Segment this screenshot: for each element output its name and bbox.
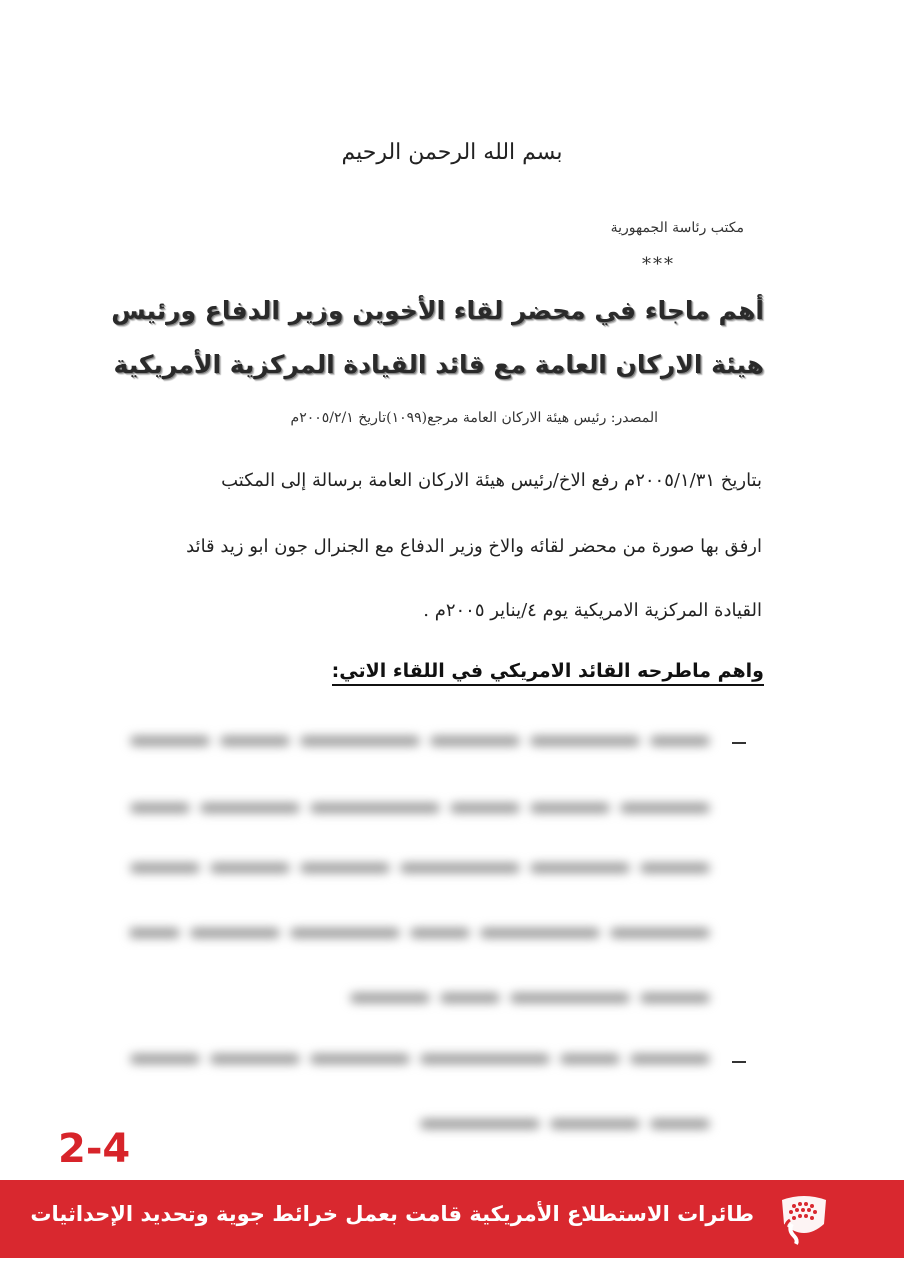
blurred-line (400, 1113, 710, 1135)
banner-caption: طائرات الاستطلاع الأمريكية قامت بعمل خرائط جوية وتحديد الإحداثيات (30, 1202, 754, 1226)
blurred-line (130, 857, 710, 879)
blurred-line (130, 1048, 710, 1070)
channel-logo-icon (774, 1190, 834, 1246)
paragraph-line-1: بتاريخ ٢٠٠٥/١/٣١م رفع الاخ/رئيس هيئة الاركان العامة برسالة إلى المكتب (221, 470, 762, 491)
headline-line-1: أهم ماجاء في محضر لقاء الأخوين وزير الدفاع ورئيس (111, 296, 764, 325)
blurred-line (340, 987, 710, 1009)
blurred-line (130, 922, 710, 944)
blurred-line (130, 730, 710, 752)
office-header: مكتب رئاسة الجمهورية (610, 220, 744, 236)
paragraph-line-3: القيادة المركزية الامريكية يوم ٤/يناير ٢٠٠٥م . (423, 600, 762, 621)
source-line: المصدر: رئيس هيئة الاركان العامة مرجع(١٠٩٩)تاريخ ٢٠٠٥/٢/١م (290, 410, 658, 426)
separator-stars: *** (642, 254, 675, 275)
headline-line-2: هيئة الاركان العامة مع قائد القيادة المركزية الأمريكية (113, 350, 764, 379)
page-number: 2-4 (58, 1126, 131, 1172)
blurred-line (130, 797, 710, 819)
section-subheading: واهم ماطرحه القائد الامريكي في اللقاء الاتي: (332, 660, 764, 686)
bullet-dash-1 (732, 742, 746, 744)
bullet-dash-2 (732, 1061, 746, 1063)
paragraph-line-2: ارفق بها صورة من محضر لقائه والاخ وزير الدفاع مع الجنرال جون ابو زيد قائد (186, 536, 762, 557)
caption-banner (0, 1180, 904, 1258)
basmala: بسم الله الرحمن الرحيم (341, 140, 563, 165)
